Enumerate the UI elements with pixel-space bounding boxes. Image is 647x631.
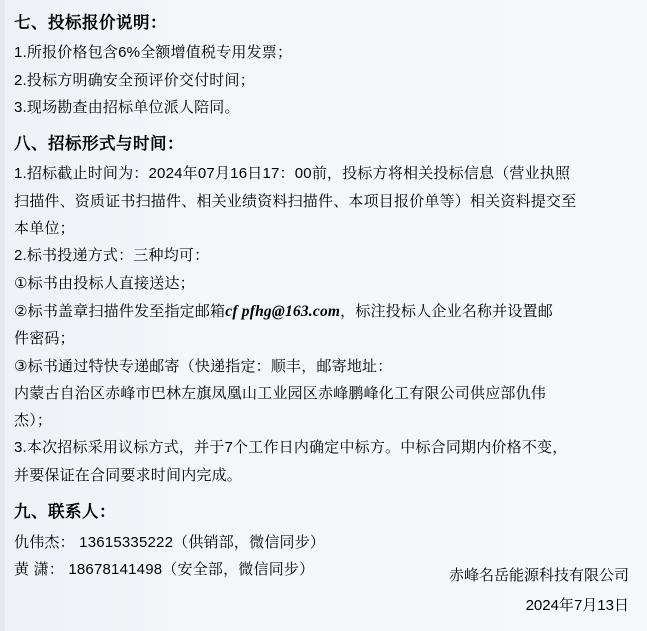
- spacer-after-bidding: [14, 491, 633, 497]
- bidding-line-1: 1.招标截止时间为：2024年07月16日17：00前，投标方将相关投标信息（营业执照: [14, 165, 571, 183]
- footer-company-name: 赤峰名岳能源科技有限公司: [448, 567, 629, 584]
- page-left-edge: [0, 0, 5, 631]
- bidding-line-8: 杰）；: [14, 412, 53, 430]
- bidding-line-5: ①标书由投标人直接送达；: [14, 274, 195, 292]
- bidding-email-line-cont: 件密码；: [14, 330, 75, 348]
- bid-email-address[interactable]: cf pfhg@163.com: [225, 302, 341, 320]
- bidding-line-10: 并要保证在合同要求时间内完成。: [14, 466, 243, 484]
- footer-date: 2024年7月13日: [525, 597, 629, 614]
- bidding-line-2: 扫描件、资质证书扫描件、相关业绩资料扫描件、本项目报价单等）相关资料提交至: [14, 192, 577, 210]
- section-bidding-form: [14, 133, 633, 488]
- email-line-suffix: ，标注投标人企业名称并设置邮: [340, 302, 553, 320]
- contact-line-1: 仇伟杰： 13615335222（供销部，微信同步）: [14, 534, 326, 552]
- bidding-line-7: 内蒙古自治区赤峰市巴林左旗凤凰山工业园区赤峰鹏峰化工有限公司供应部仇伟: [14, 384, 547, 402]
- section-title-bidding-form: 八、招标形式与时间：: [14, 135, 184, 154]
- pricing-line-3: 3.现场勘查由招标单位派人陪同。: [14, 98, 240, 116]
- bidding-line-3: 本单位；: [14, 220, 75, 238]
- bidding-email-line: [14, 299, 633, 324]
- bidding-line-9: 3.本次招标采用议标方式，并于7个工作日内确定中标方。中标合同期内价格不变，: [14, 439, 568, 457]
- section-title-contacts: 九、联系人：: [14, 502, 116, 521]
- section-title-pricing: 七、投标报价说明：: [14, 14, 167, 32]
- section-pricing: [14, 12, 633, 120]
- email-line-prefix: ②标书盖章扫描件发至指定邮箱: [14, 302, 226, 320]
- bidding-line-4: 2.标书投递方式：三种均可：: [14, 247, 210, 265]
- contact-line-2: 黄 潇： 18678141498（安全部，微信同步）: [14, 560, 315, 578]
- spacer-after-pricing: [14, 123, 633, 129]
- pricing-line-2: 2.投标方明确安全预评价交付时间；: [14, 71, 255, 89]
- bidding-line-6: ③标书通过特快专递邮寄（快递指定：顺丰，邮寄地址：: [14, 357, 393, 375]
- pricing-line-1: 1.所报价格包含6%全额增值税专用发票；: [14, 44, 293, 62]
